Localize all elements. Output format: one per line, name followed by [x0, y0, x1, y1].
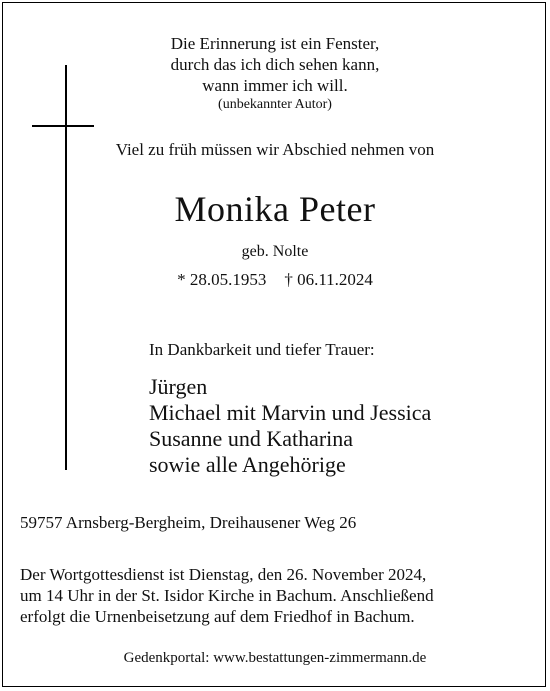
memorial-portal-link[interactable]: Gedenkportal: www.bestattungen-zimmermann.de	[123, 650, 427, 666]
mourner-line: sowie alle Angehörige	[149, 452, 346, 477]
service-info	[20, 564, 434, 627]
birth-name: geb. Nolte	[241, 243, 309, 260]
mourner-line: Michael mit Marvin und Jessica	[149, 400, 432, 425]
mourner-line: Susanne und Katharina	[149, 426, 354, 451]
cross-icon-horizontal	[32, 125, 94, 127]
birth-date: * 28.05.1953	[177, 270, 267, 289]
mourners-intro: In Dankbarkeit und tiefer Trauer:	[149, 340, 375, 359]
quote	[0, 33, 550, 96]
mourner-line: Jürgen	[149, 374, 208, 399]
quote-author: (unbekannter Autor)	[218, 97, 332, 112]
quote-line: Die Erinnerung ist ein Fenster,	[170, 34, 380, 53]
quote-line: wann immer ich will.	[202, 76, 348, 95]
mourners-list	[149, 374, 431, 478]
deceased-name: Monika Peter	[174, 189, 376, 229]
address: 59757 Arnsberg-Bergheim, Dreihausener Weg 26	[20, 513, 357, 532]
service-line: Der Wortgottesdienst ist Dienstag, den 26. November 2024,	[20, 565, 427, 584]
service-line: erfolgt die Urnenbeisetzung auf dem Friedhof in Bachum.	[20, 607, 415, 626]
death-date: † 06.11.2024	[284, 270, 373, 289]
quote-line: durch das ich dich sehen kann,	[170, 55, 380, 74]
service-line: um 14 Uhr in der St. Isidor Kirche in Bachum. Anschließend	[20, 586, 434, 605]
intro-text: Viel zu früh müssen wir Abschied nehmen von	[115, 140, 435, 159]
life-dates	[0, 270, 550, 290]
